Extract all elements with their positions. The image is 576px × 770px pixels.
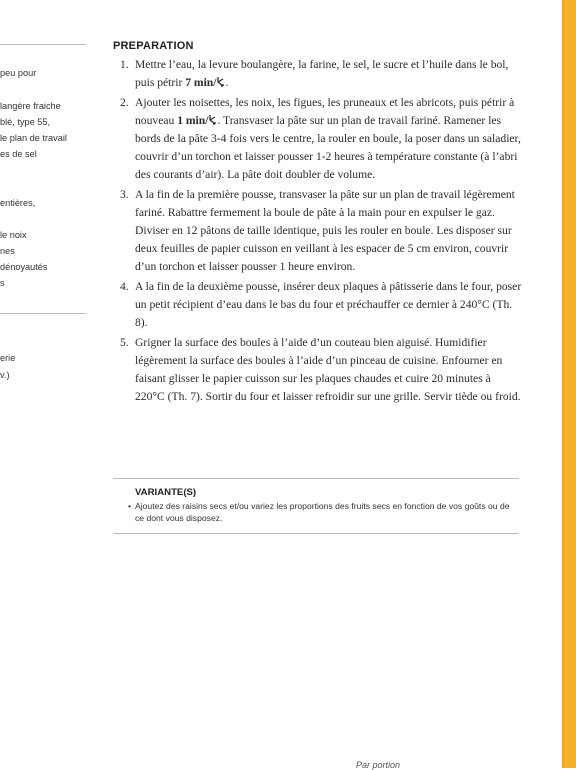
preparation-section [113,40,523,408]
ingredients-divider [0,313,86,314]
variants-title: VARIANTE(S) [135,487,197,498]
ingredient-line: nes [0,245,15,256]
nutrition-footer-note: Par portion [356,760,401,770]
preparation-steps [113,56,523,406]
preparation-step [113,334,523,406]
variants-item [113,500,519,524]
step-number: 2. [120,96,129,109]
accent-side-bar [562,0,576,768]
step-text: A la fin de la deuxième pousse, insérer deux plaques à pâtisserie dans le four, poser un petit récipient d’eau dans le bas du four et préchauffer ce dernier à 240°C (Th. 8). [135,280,522,329]
step-text: A la fin de la première pousse, transvaser la pâte sur un plan de travail légèrement fariné. Rabattre fermement la boule de pâte à la main pour en expulser le gaz. Diviser en 12 pâtons de taille identique, puis les rouler en boule. Les disposer sur deux feuilles de papier cuisson en veillant à les espacer de 5 cm environ, couvrir d’un torchon et laisser pousser 1 heure environ. [135,188,515,273]
ingredient-line: es de sel [0,149,37,160]
ingredient-line: le noix [0,229,27,240]
step-setting: 1 min/ [177,114,209,127]
step-text: Grigner la surface des boules à l’aide d’un couteau bien aiguisé. Humidifier légèrement la surface des boules à l’aide d’un pinceau de cuisine. Enfourner en faisant glisser le papier cuisson sur les plaques chaudes et cuire 20 minutes à 220°C (Th. 7). Sortir du four et laisser refroidir sur une grille. Servir tiède ou froid. [135,336,521,403]
ingredient-line: le plan de travail [0,133,67,144]
ingredient-line: peu pour [0,68,37,78]
preparation-title: PREPARATION [113,40,194,52]
ingredient-line: blé, type 55, [0,117,51,128]
utensil-line: v.) [0,370,10,380]
step-setting: 7 min/ [185,76,217,89]
step-number: 5. [120,336,129,349]
step-text: Mettre l’eau, la levure boulangère, la farine, le sel, le sucre et l’huile dans le bol, puis pétrir [135,58,509,89]
ingredient-line: dénoyautés [0,262,48,272]
step-number: 1. [120,58,129,71]
step-text: . [225,76,229,89]
ingredient-line: langère fraiche [0,101,61,111]
preparation-step [113,94,523,184]
preparation-step [113,278,523,332]
step-number: 4. [120,280,129,293]
step-text: Ajouter les noisettes, les noix, les figues, les pruneaux et les abricots, puis pétrir à nouveau [135,96,515,127]
bullet-icon: • [128,501,132,511]
variants-text: Ajoutez des raisins secs et/ou variez les proportions des fruits secs en fonction de vos goûts ou de ce dont vous disposez. [135,501,510,523]
preparation-step [113,56,523,92]
ingredients-column-cropped [0,0,86,768]
ingredient-line: s [0,278,5,289]
preparation-step [113,186,523,276]
ingredients-top-rule [0,44,86,45]
utensil-line: erie [0,353,16,363]
step-text: . Transvaser la pâte sur un plan de travail fariné. Ramener les bords de la pâte 3-4 fois vers le centre, la rouler en boule, la poser dans un saladier, couvrir d’un torchon et laisser pousser 1-2 heures à température constante (à l’abri des courants d’air). La pâte doit doubler de volume. [135,114,521,181]
ingredient-line: entières, [0,197,36,208]
step-number: 3. [120,188,129,201]
variants-box [113,478,519,534]
